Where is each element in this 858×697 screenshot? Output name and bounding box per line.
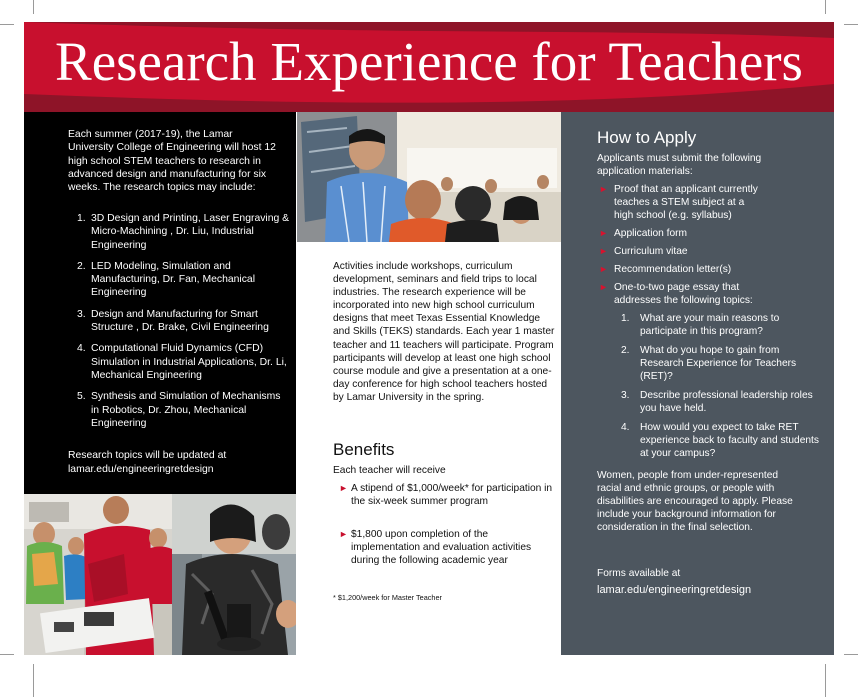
list-item: 3. Design and Manufacturing for Smart Structure , Dr. Brake, Civil Engineering (77, 308, 269, 334)
how-to-apply-heading: How to Apply (597, 128, 697, 147)
list-item: 2. LED Modeling, Simulation and Manufacturing, Dr. Fan, Mechanical Engineering (77, 260, 256, 299)
crop-mark (0, 24, 14, 25)
benefits-heading: Benefits (333, 440, 395, 459)
requirement-item: ► One-to-two page essay that addresses the following topics: (599, 282, 753, 307)
page-title: Research Experience for Teachers (55, 31, 803, 92)
arrow-bullet-icon: ► (599, 184, 608, 194)
microscope-photo-art (172, 494, 296, 655)
benefits-lead: Each teacher will receive (333, 465, 446, 476)
updated-url-link[interactable]: lamar.edu/engineeringretdesign (68, 463, 214, 475)
essay-question: 2. What do you hope to gain from Research Experience for Teachers (RET)? (621, 345, 797, 383)
students-photo-art (24, 494, 172, 655)
arrow-bullet-icon: ► (599, 228, 608, 238)
crop-mark (844, 24, 858, 25)
crop-mark (825, 0, 826, 14)
arrow-bullet-icon: ► (599, 246, 608, 256)
list-item: 4. Computational Fluid Dynamics (CFD) Simulation in Industrial Applications, Dr. Li, Mechanical Engineering (77, 343, 287, 381)
diversity-note: Women, people from under-represented racial and ethnic groups, or people with disabilities are encouraged to apply. Please include your background information for consideration in the final selection. (597, 470, 793, 534)
crop-mark (33, 0, 34, 14)
requirement-item: ► Application form (599, 228, 688, 239)
requirement-item: ► Proof that an applicant currently teaches a STEM subject at a high school (e.g. syllabus) (599, 184, 758, 222)
requirement-item: ► Curriculum vitae (599, 246, 688, 257)
essay-question: 4. How would you expect to take RET experience back to faculty and students at your campus? (621, 422, 819, 460)
crop-mark (0, 654, 14, 655)
forms-label: Forms available at (597, 568, 681, 579)
classroom-photo (297, 112, 561, 242)
title-banner (24, 22, 834, 112)
requirement-item: ► Recommendation letter(s) (599, 264, 732, 275)
crop-mark (825, 664, 826, 697)
apply-lead: Applicants must submit the following application materials: (597, 153, 762, 178)
intro-text: Each summer (2017-19), the Lamar University College of Engineering will host 12 high school STEM teachers to research in advanced design and manufacturing for six weeks. The research topics may include: (68, 129, 276, 194)
crop-mark (33, 664, 34, 697)
research-topics-list (68, 212, 290, 438)
benefit-item: ► $1,800 upon completion of the implementation and evaluation activities during the following academic year (339, 529, 532, 567)
arrow-bullet-icon: ► (599, 264, 608, 274)
microscope-photo (172, 494, 296, 655)
list-item: 5. Synthesis and Simulation of Mechanisms in Robotics, Dr. Zhou, Mechanical Engineering (77, 391, 281, 429)
updated-note: Research topics will be updated at lamar.edu/engineeringretdesign (68, 449, 293, 476)
essay-question: 1. What are your main reasons to participate in this program? (621, 313, 780, 338)
activities-text: Activities include workshops, curriculum development, seminars and field trips to local industries. The research experience will be incorporated into new high school curriculum designs that meet Texas Essential Knowledge and Skills (TEKS) standards. Each year 1 master teacher and 11 teachers will participate. Program participants will develop at least one high school course module and give a presentation at a one-day conference for high school teachers hosted by Lamar University in the spring. (333, 261, 555, 403)
forms-url-link[interactable]: lamar.edu/engineeringretdesign (597, 584, 752, 596)
arrow-bullet-icon: ► (339, 483, 348, 493)
list-item: 1. 3D Design and Printing, Laser Engraving & Micro-Machining , Dr. Liu, Industrial Engineering (77, 213, 290, 251)
students-photo (24, 494, 172, 655)
intro-panel (24, 112, 296, 494)
arrow-bullet-icon: ► (599, 282, 608, 292)
arrow-bullet-icon: ► (339, 529, 348, 539)
how-to-apply-panel (561, 112, 834, 655)
classroom-photo-art (297, 112, 561, 242)
footnote: * $1,200/week for Master Teacher (333, 593, 442, 602)
essay-question: 3. Describe professional leadership roles you have held. (621, 390, 813, 415)
crop-mark (844, 654, 858, 655)
benefit-item: ► A stipend of $1,000/week* for participation in the six-week summer program (339, 483, 553, 508)
